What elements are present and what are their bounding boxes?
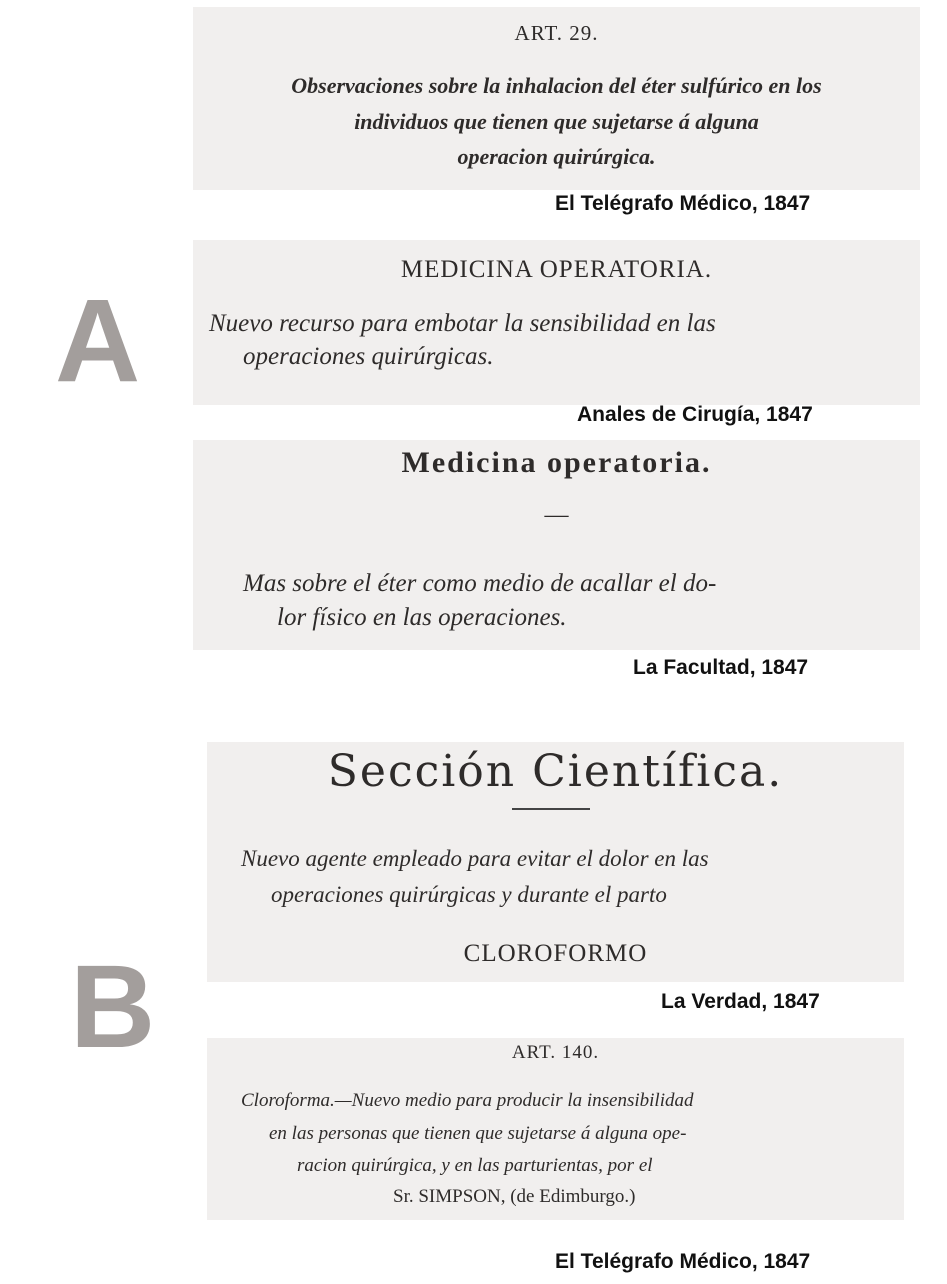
article-title-line: racion quirúrgica, y en las parturientas, por el: [297, 1155, 653, 1176]
clipping-heading: Medicina operatoria.: [401, 446, 712, 479]
article-title-line: individuos que tienen que sujetarse á alguna: [354, 109, 759, 134]
article-title-line: Nuevo recurso para embotar la sensibilidad en las: [209, 310, 716, 337]
section-letter-a: A: [55, 275, 141, 407]
clipping-heading: Sección Científica.: [327, 746, 784, 797]
clipping-telegrafo-art29: [193, 7, 920, 190]
clipping-la-verdad: [207, 742, 904, 982]
source-caption: El Telégrafo Médico, 1847: [555, 192, 811, 215]
article-title-line: operaciones quirúrgicas y durante el parto: [271, 882, 667, 907]
clipping-anales-cirugia: [193, 240, 920, 405]
source-caption: La Verdad, 1847: [661, 990, 820, 1013]
article-title-line: lor físico en las operaciones.: [277, 604, 567, 631]
section-letter-b: B: [70, 941, 156, 1073]
source-caption: Anales de Cirugía, 1847: [577, 403, 813, 426]
article-title-line: operaciones quirúrgicas.: [243, 343, 494, 370]
article-number: ART. 29.: [514, 21, 599, 45]
article-number: ART. 140.: [511, 1042, 600, 1063]
source-caption: El Telégrafo Médico, 1847: [555, 1250, 811, 1273]
heading-rule: [512, 808, 590, 810]
article-title-line: Nuevo agente empleado para evitar el dolor en las: [241, 846, 709, 871]
clipping-la-facultad: [193, 440, 920, 650]
separator-dash: —: [544, 502, 569, 528]
source-caption: La Facultad, 1847: [633, 656, 809, 679]
article-title-line: Observaciones sobre la inhalacion del éter sulfúrico en los: [291, 73, 822, 98]
article-title-line: Mas sobre el éter como medio de acallar el do-: [243, 570, 717, 597]
subject-heading: CLOROFORMO: [463, 940, 648, 967]
clipping-heading: MEDICINA OPERATORIA.: [400, 256, 713, 283]
clipping-telegrafo-art140: [207, 1038, 904, 1220]
article-title-line: operacion quirúrgica.: [457, 144, 656, 169]
article-title-line: en las personas que tienen que sujetarse á alguna ope-: [269, 1123, 687, 1144]
article-title-line: Cloroforma.—Nuevo medio para producir la insensibilidad: [241, 1090, 694, 1111]
article-title-line: Sr. SIMPSON, (de Edimburgo.): [393, 1186, 636, 1207]
